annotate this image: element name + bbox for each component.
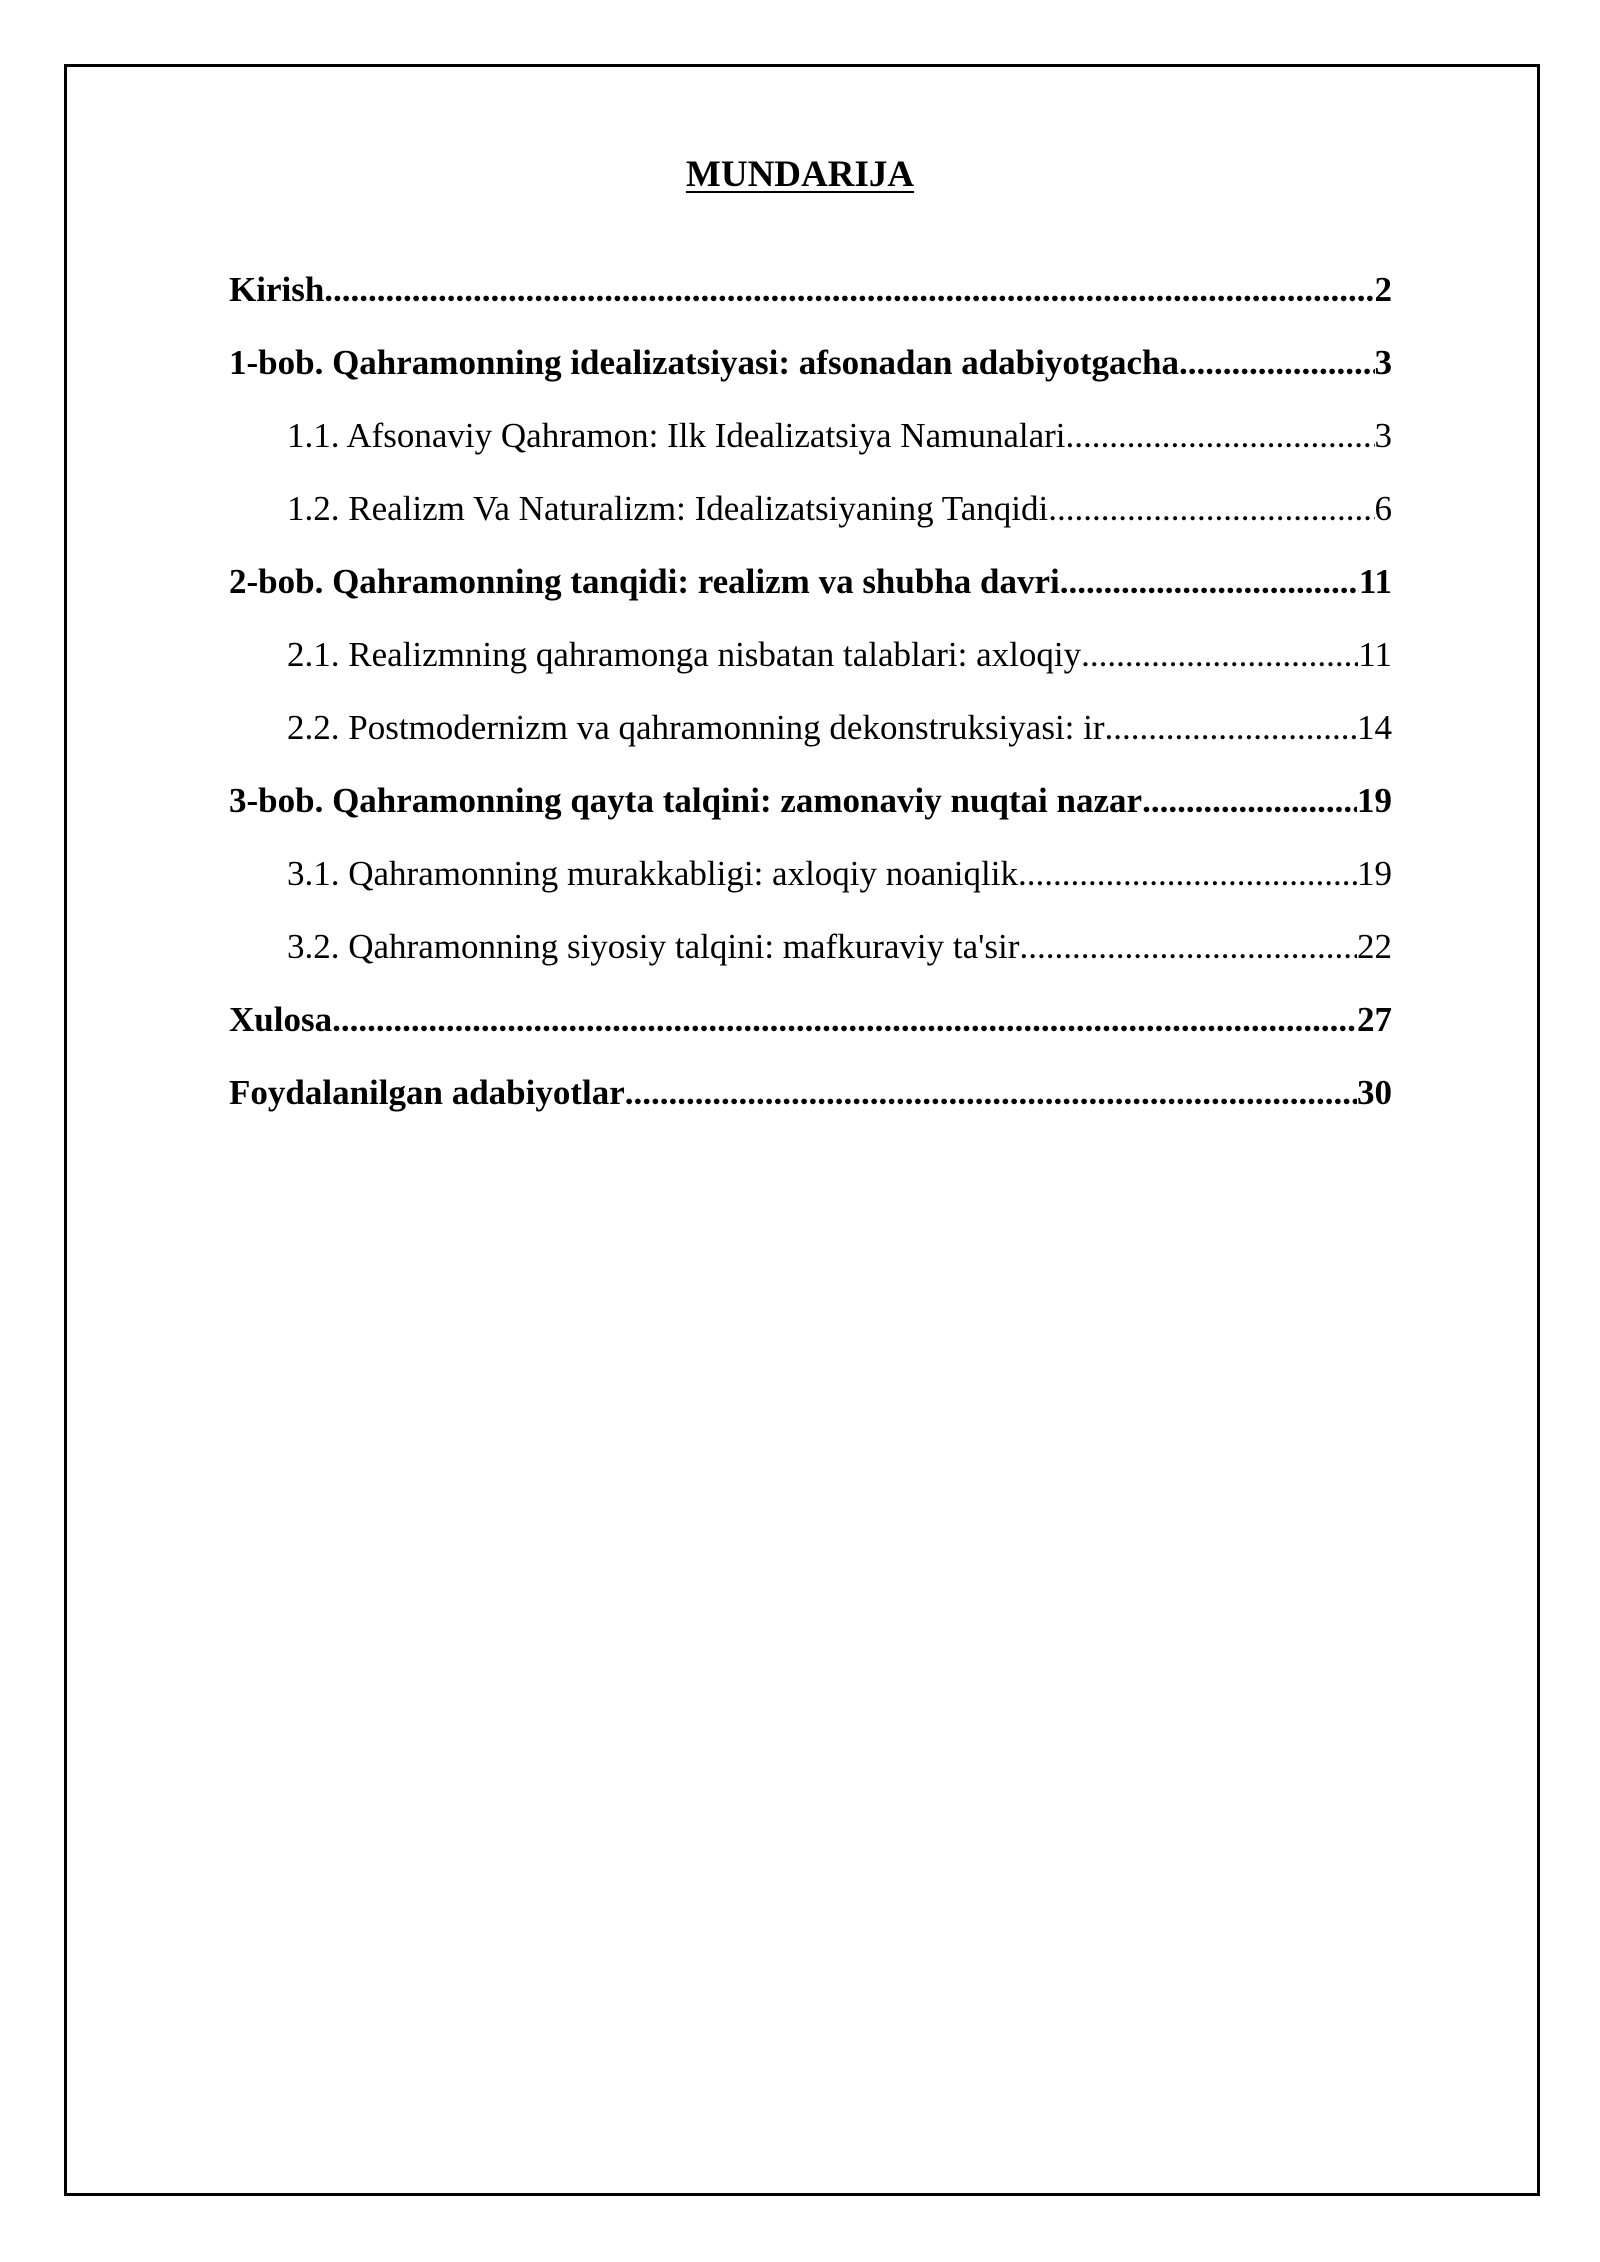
toc-dot-leader [1179,340,1374,385]
toc-entry-title: 1.2. Realizm Va Naturalizm: Idealizatsiyaning Tanqidi [287,489,1049,528]
toc-entry-title: 3.2. Qahramonning siyosiy talqini: mafkuraviy ta'sir [287,927,1020,966]
toc-entry-title: Foydalanilgan adabiyotlar [229,1073,625,1112]
toc-entry-title: 1.1. Afsonaviy Qahramon: Ilk Idealizatsiya Namunalari [287,416,1066,455]
toc-entry[interactable] [229,632,1392,705]
toc-entry-title: 1-bob. Qahramonning idealizatsiyasi: afsonadan adabiyotgacha [229,343,1180,382]
toc-entry-page: 3 [1374,416,1392,455]
toc-heading-text: MUNDARIJA [685,154,915,195]
toc-entry-title: 2-bob. Qahramonning tanqidi: realizm va shubha davri [229,562,1060,601]
toc-dot-leader [1019,924,1357,969]
toc-dot-leader [332,997,1357,1042]
toc-entry-page: 22 [1357,927,1392,966]
toc-entry[interactable] [229,705,1392,778]
toc-dot-leader [1060,559,1359,604]
toc-dot-leader [1066,413,1375,458]
toc-entry-title: Xulosa [229,1000,333,1039]
toc-entry[interactable] [229,486,1392,559]
toc-entry[interactable] [229,1070,1392,1143]
toc-entry-title: Kirish [229,270,325,309]
toc-dot-leader [324,267,1374,312]
toc-entry[interactable] [229,778,1392,851]
toc-entry-title: 3.1. Qahramonning murakkabligi: axloqiy noaniqlik [287,854,1018,893]
table-of-contents [229,267,1392,1143]
toc-entry-page: 30 [1357,1073,1392,1112]
toc-entry-page: 19 [1357,854,1392,893]
toc-entry-page: 14 [1357,708,1392,747]
toc-dot-leader [1018,851,1357,896]
toc-dot-leader [1081,632,1358,677]
toc-entry-page: 6 [1374,489,1392,528]
toc-entry-title: 2.1. Realizmning qahramonga nisbatan talablari: axloqiy [287,635,1082,674]
toc-entry[interactable] [229,924,1392,997]
toc-heading [0,151,1600,199]
toc-entry[interactable] [229,413,1392,486]
toc-entry-page: 19 [1357,781,1392,820]
toc-entry-title: 2.2. Postmodernizm va qahramonning dekonstruksiyasi: ir [287,708,1105,747]
toc-entry-page: 27 [1357,1000,1392,1039]
toc-entry-title: 3-bob. Qahramonning qayta talqini: zamonaviy nuqtai nazar [229,781,1143,820]
toc-dot-leader [1142,778,1357,823]
toc-entry[interactable] [229,267,1392,340]
toc-entry-page: 11 [1358,635,1392,674]
toc-entry[interactable] [229,851,1392,924]
toc-dot-leader [1048,486,1374,531]
toc-dot-leader [1105,705,1357,750]
toc-entry[interactable] [229,559,1392,632]
toc-entry-page: 2 [1374,270,1392,309]
toc-entry-page: 11 [1358,562,1392,601]
toc-entry[interactable] [229,997,1392,1070]
toc-entry[interactable] [229,340,1392,413]
toc-entry-page: 3 [1374,343,1392,382]
toc-dot-leader [625,1070,1357,1115]
